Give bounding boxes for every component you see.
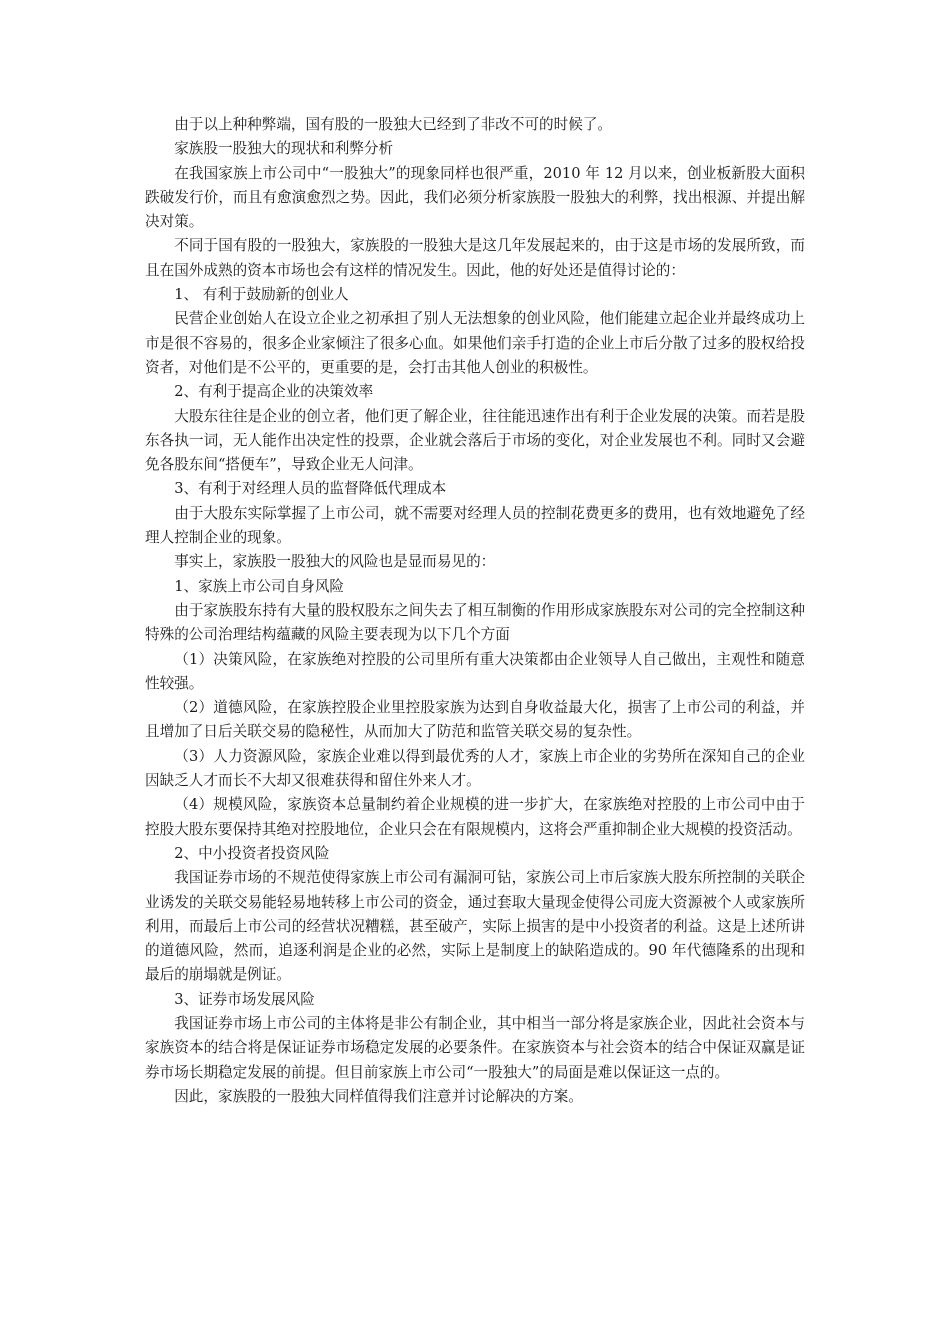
paragraph-risk-2: 我国证券市场的不规范使得家族上市公司有漏洞可钻，家族公司上市后家族大股东所控制的关联企业诱发的关联交易能轻易地转移上市公司的资金，通过套取大量现金使得公司庞大资源被个人或家族所利用，而最后上市公司的经营状况糟糕，甚至破产，实际上损害的是中小投资者的利益。这是上述所讲的道德风险，然而，追逐利润是企业的必然，实际上是制度上的缺陷造成的。90 年代德隆系的出现和最后的崩塌就是例证。 [145,869,805,984]
paragraph-family-shares-benefits-intro: 不同于国有股的一股独大，家族股的一股独大是这几年发展起来的，由于这是市场的发展所致，而且在国外成熟的资本市场也会有这样的情况发生。因此，他的好处还是值得讨论的： [145,237,805,279]
subheading-risk-3: 3、证券市场发展风险 [174,990,315,1008]
paragraph-risks-intro: 事实上，家族股一股独大的风险也是显而易见的： [174,553,496,571]
paragraph-risk-1-scale: （4）规模风险，家族资本总量制约着企业规模的进一步扩大，在家族绝对控股的上市公司中由于控股大股东要保持其绝对控股地位，企业只会在有限规模内，这将会严重抑制企业大规模的投资活动。 [145,796,805,838]
paragraph-risk-1-decision: （1）决策风险，在家族绝对控股的公司里所有重大决策都由企业领导人自己做出，主观性和随意性较强。 [145,650,805,692]
paragraph-risk-1-moral: （2）道德风险，在家族控股企业里控股家族为达到自身收益最大化，损害了上市公司的利益，并且增加了日后关联交易的隐秘性，从而加大了防范和监管关联交易的复杂性。 [145,699,805,741]
section-heading-family-shares: 家族股一股独大的现状和利弊分析 [174,140,394,158]
document-body [145,113,805,1109]
paragraph-risk-1-hr: （3）人力资源风险，家族企业难以得到最优秀的人才，家族上市企业的劣势所在深知自己的企业因缺乏人才而长不大却又很难获得和留住外来人才。 [145,747,805,790]
subheading-risk-2: 2、中小投资者投资风险 [174,844,330,862]
paragraph-risk-3: 我国证券市场上市公司的主体将是非公有制企业，其中相当一部分将是家族企业，因此社会资本与家族资本的结合将是保证证券市场稳定发展的必要条件。在家族资本与社会资本的结合中保证双赢是证券市场长期稳定发展的前提。但目前家族上市公司“一股独大”的局面是难以保证这一点的。 [145,1014,805,1081]
paragraph-family-shares-intro: 在我国家族上市公司中“一股独大”的现象同样也很严重，2010 年 12 月以来，创业板新股大面积跌破发行价，而且有愈演愈烈之势。因此，我们必须分析家族股一股独大的利弊，找出根源、并提出解决对策。 [145,164,805,231]
subheading-benefit-2: 2、有利于提高企业的决策效率 [174,383,374,401]
paragraph-conclusion: 因此，家族股的一股独大同样值得我们注意并讨论解决的方案。 [174,1087,583,1105]
subheading-benefit-1: 1、 有利于鼓励新的创业人 [174,286,349,304]
paragraph-benefit-1: 民营企业创始人在设立企业之初承担了别人无法想象的创业风险，他们能建立起企业并最终成功上市是很不容易的，很多企业家倾注了很多心血。如果他们亲手打造的企业上市后分散了过多的股权给投资者，对他们是不公平的，更重要的是，会打击其他人创业的积极性。 [145,310,805,376]
paragraph-benefit-3: 由于大股东实际掌握了上市公司，就不需要对经理人员的控制花费更多的费用，也有效地避免了经理人控制企业的现象。 [145,504,805,547]
paragraph-benefit-2: 大股东往往是企业的创立者，他们更了解企业，往往能迅速作出有利于企业发展的决策。而若是股东各执一词，无人能作出决定性的投票，企业就会落后于市场的变化，对企业发展也不利。同时又会避免各股东间“搭便车”，导致企业无人问津。 [145,407,805,474]
paragraph-risk-1: 由于家族股东持有大量的股权股东之间失去了相互制衡的作用形成家族股东对公司的完全控制这种特殊的公司治理结构蕴藏的风险主要表现为以下几个方面 [145,601,805,644]
paragraph-conclusion-state-shares: 由于以上种种弊端，国有股的一股独大已经到了非改不可的时候了。 [174,116,613,133]
subheading-benefit-3: 3、有利于对经理人员的监督降低代理成本 [174,480,447,498]
subheading-risk-1: 1、家族上市公司自身风险 [174,577,345,595]
